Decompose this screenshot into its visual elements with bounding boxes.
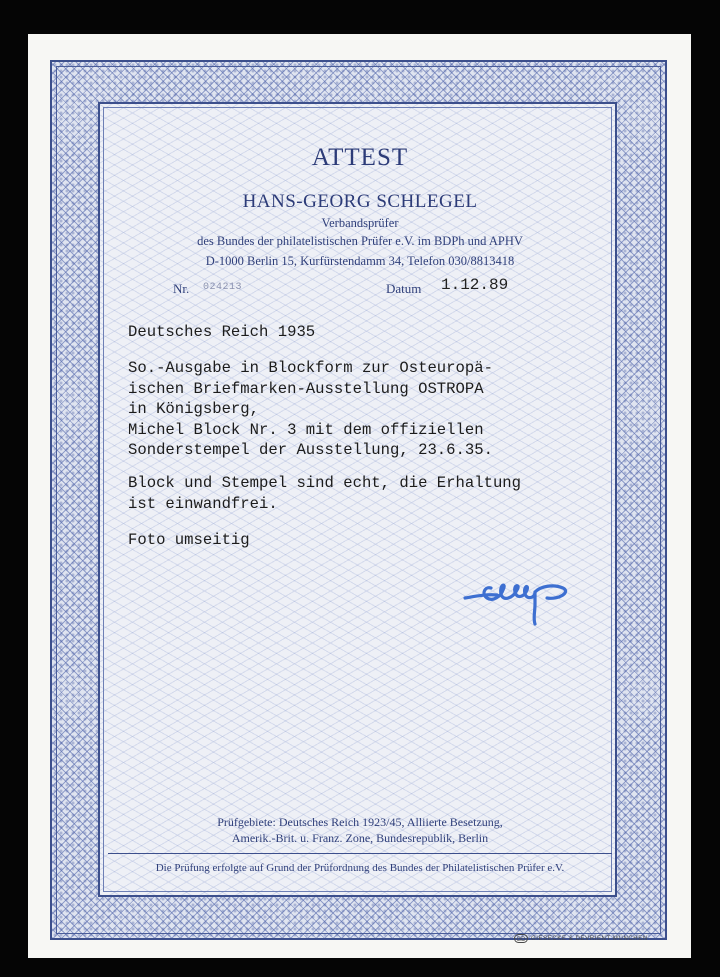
- description-line: Sonderstempel der Ausstellung, 23.6.35.: [128, 441, 493, 459]
- testing-areas-line: Amerik.-Brit. u. Franz. Zone, Bundesrepublik, Berlin: [231, 831, 489, 845]
- photo-note: Foto umseitig: [128, 531, 250, 549]
- verdict-line: ist einwandfrei.: [128, 494, 278, 513]
- certificate-title: ATTEST: [311, 144, 409, 171]
- description-line: ischen Briefmarken-Ausstellung OSTROPA: [128, 379, 484, 398]
- svg-text:GD: GD: [516, 937, 526, 943]
- address-line: D-1000 Berlin 15, Kurfürstendamm 34, Telefon 030/8813418: [205, 254, 515, 268]
- certificate-date: 1.12.89: [441, 276, 509, 294]
- examiner-role: Verbandsprüfer: [321, 216, 399, 230]
- description-line: in Königsberg,: [128, 400, 260, 418]
- description-line: Michel Block Nr. 3 mit dem offiziellen: [128, 420, 484, 439]
- printer-logo-icon: [514, 934, 528, 943]
- footer-divider: [108, 853, 612, 854]
- verdict-line: Block und Stempel sind echt, die Erhaltung: [128, 474, 522, 492]
- date-label: Datum: [386, 281, 422, 296]
- testing-areas-line: Prüfgebiete: Deutsches Reich 1923/45, Alliierte Besetzung,: [217, 815, 503, 829]
- certificate-number: 024213: [203, 282, 243, 293]
- legal-notice: Die Prüfung erfolgte auf Grund der Prüfordnung des Bundes der Philatelistischen Prüfer e.V.: [155, 862, 565, 874]
- examiner-signature: [463, 578, 578, 630]
- association-line: des Bundes der philatelistischen Prüfer e.V. im BDPh und APHV: [197, 234, 523, 248]
- issue-heading: Deutsches Reich 1935: [128, 323, 316, 341]
- description-line: So.-Ausgabe in Blockform zur Osteuropä-: [128, 359, 493, 377]
- number-label: Nr.: [173, 281, 190, 296]
- examiner-name: HANS-GEORG SCHLEGEL: [242, 191, 478, 212]
- printer-mark: GIESECKE & DEVRIENT MÜNCHEN: [531, 936, 648, 942]
